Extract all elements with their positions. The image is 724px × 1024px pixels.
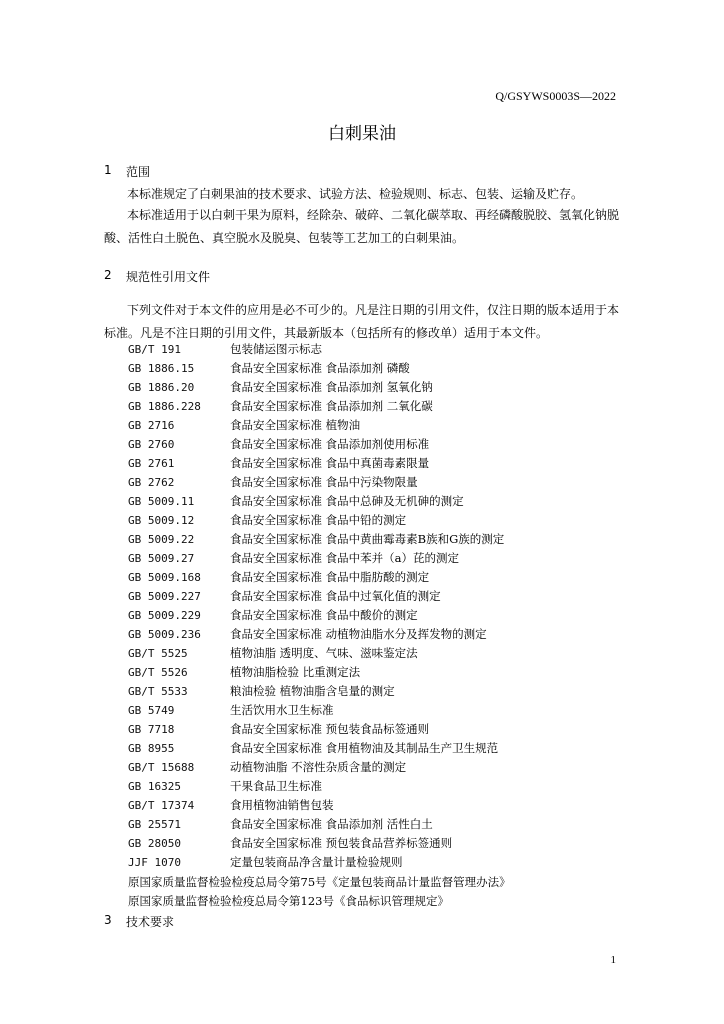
reference-code: GB 8955 bbox=[128, 742, 175, 755]
section-number: 3 bbox=[104, 913, 112, 927]
reference-code: GB 2716 bbox=[128, 419, 175, 432]
reference-item bbox=[128, 778, 322, 794]
reference-item bbox=[128, 493, 464, 509]
reference-item bbox=[128, 816, 433, 832]
regulation-item: 原国家质量监督检验检疫总局令第75号《定量包装商品计量监督管理办法》 bbox=[128, 875, 511, 889]
reference-code: GB/T 15688 bbox=[128, 761, 195, 774]
reference-name: 粮油检验 植物油脂含皂量的测定 bbox=[230, 684, 395, 698]
page-number: 1 bbox=[610, 954, 616, 966]
reference-code: GB 16325 bbox=[128, 780, 181, 793]
reference-name: 食品安全国家标准 食品中脂肪酸的测定 bbox=[230, 570, 430, 584]
reference-item bbox=[128, 379, 433, 395]
reference-code: GB 2761 bbox=[128, 457, 175, 470]
reference-name: 食品安全国家标准 食品添加剂 氢氧化钠 bbox=[230, 380, 433, 394]
reference-item bbox=[128, 588, 441, 604]
reference-code: GB 2762 bbox=[128, 476, 175, 489]
reference-name: 食品安全国家标准 动植物油脂水分及挥发物的测定 bbox=[230, 627, 487, 641]
reference-code: GB 2760 bbox=[128, 438, 175, 451]
reference-name: 食品安全国家标准 预包装食品标签通则 bbox=[230, 722, 430, 736]
reference-name: 生活饮用水卫生标准 bbox=[230, 703, 334, 717]
reference-item bbox=[128, 683, 395, 699]
reference-code: GB/T 191 bbox=[128, 343, 181, 356]
page-title: 白刺果油 bbox=[328, 124, 396, 144]
reference-code: GB/T 5525 bbox=[128, 647, 188, 660]
reference-name: 食品安全国家标准 食品添加剂使用标准 bbox=[230, 437, 430, 451]
reference-item bbox=[128, 550, 459, 566]
reference-item bbox=[128, 721, 429, 737]
reference-item bbox=[128, 797, 334, 813]
reference-code: GB 1886.228 bbox=[128, 400, 201, 413]
scope-paragraph-2: 本标准适用于以白刺干果为原料，经除杂、破碎、二氧化碳萃取、再经磷酸脱胶、氢氧化钠脱酸、活性白土脱色、真空脱水及脱臭、包装等工艺加工的白刺果油。 bbox=[104, 208, 620, 245]
reference-code: GB 5009.229 bbox=[128, 609, 201, 622]
section-title: 规范性引用文件 bbox=[126, 270, 211, 284]
reference-name: 定量包装商品净含量计量检验规则 bbox=[230, 855, 403, 869]
reference-name: 动植物油脂 不溶性杂质含量的测定 bbox=[230, 760, 407, 774]
reference-name: 食品安全国家标准 食品添加剂 活性白土 bbox=[230, 817, 433, 831]
reference-code: GB 5009.11 bbox=[128, 495, 195, 508]
references-intro: 下列文件对于本文件的应用是必不可少的。凡是注日期的引用文件，仅注日期的版本适用于本标准。凡是不注日期的引用文件，其最新版本（包括所有的修改单）适用于本文件。 bbox=[104, 303, 620, 340]
reference-code: GB/T 5533 bbox=[128, 685, 188, 698]
reference-code: JJF 1070 bbox=[128, 856, 181, 869]
scope-paragraph-1: 本标准规定了白刺果油的技术要求、试验方法、检验规则、标志、包装、运输及贮存。 bbox=[127, 187, 584, 201]
reference-name: 植物油脂 透明度、气味、滋味鉴定法 bbox=[230, 646, 418, 660]
reference-name: 食品安全国家标准 食品中苯并（a）芘的测定 bbox=[230, 551, 460, 565]
reference-code: GB 28050 bbox=[128, 837, 181, 850]
reference-name: 食品安全国家标准 食品中污染物限量 bbox=[230, 475, 418, 489]
regulation-item: 原国家质量监督检验检疫总局令第123号《食品标识管理规定》 bbox=[128, 894, 449, 908]
reference-code: GB 1886.15 bbox=[128, 362, 195, 375]
document-number: Q/GSYWS0003S—2022 bbox=[495, 89, 616, 103]
reference-item bbox=[128, 531, 504, 547]
reference-item bbox=[128, 607, 418, 623]
reference-item bbox=[128, 512, 406, 528]
reference-code: GB 5009.12 bbox=[128, 514, 195, 527]
reference-name: 植物油脂检验 比重测定法 bbox=[230, 665, 361, 679]
reference-code: GB 5009.236 bbox=[128, 628, 201, 641]
reference-item bbox=[128, 398, 433, 414]
reference-code: GB 1886.20 bbox=[128, 381, 195, 394]
reference-code: GB/T 5526 bbox=[128, 666, 188, 679]
reference-item bbox=[128, 740, 498, 756]
section-number: 2 bbox=[104, 268, 112, 282]
reference-name: 食用植物油销售包装 bbox=[230, 798, 334, 812]
reference-item bbox=[128, 455, 429, 471]
section-title: 技术要求 bbox=[126, 915, 175, 929]
reference-name: 食品安全国家标准 食品中真菌毒素限量 bbox=[230, 456, 430, 470]
reference-name: 干果食品卫生标准 bbox=[230, 779, 322, 793]
reference-name: 食品安全国家标准 食品中酸价的测定 bbox=[230, 608, 418, 622]
reference-item bbox=[128, 702, 334, 718]
reference-item bbox=[128, 664, 360, 680]
reference-name: 食品安全国家标准 食品中黄曲霉毒素B族和G族的测定 bbox=[230, 532, 505, 546]
reference-name: 食品安全国家标准 食品中过氧化值的测定 bbox=[230, 589, 441, 603]
reference-name: 食品安全国家标准 植物油 bbox=[230, 418, 361, 432]
reference-item bbox=[128, 569, 429, 585]
reference-code: GB 5009.168 bbox=[128, 571, 201, 584]
section-number: 1 bbox=[104, 163, 112, 177]
reference-item bbox=[128, 474, 418, 490]
reference-code: GB 25571 bbox=[128, 818, 181, 831]
section-title: 范围 bbox=[126, 165, 151, 179]
reference-name: 食品安全国家标准 食用植物油及其制品生产卫生规范 bbox=[230, 741, 499, 755]
reference-name: 食品安全国家标准 食品中总砷及无机砷的测定 bbox=[230, 494, 464, 508]
reference-item bbox=[128, 645, 418, 661]
reference-name: 食品安全国家标准 食品添加剂 磷酸 bbox=[230, 361, 410, 375]
reference-item bbox=[128, 436, 429, 452]
reference-code: GB 7718 bbox=[128, 723, 175, 736]
reference-name: 食品安全国家标准 食品中铅的测定 bbox=[230, 513, 407, 527]
reference-code: GB/T 17374 bbox=[128, 799, 195, 812]
reference-name: 包装储运图示标志 bbox=[230, 342, 322, 356]
reference-code: GB 5009.227 bbox=[128, 590, 201, 603]
reference-code: GB 5749 bbox=[128, 704, 175, 717]
reference-item bbox=[128, 360, 410, 376]
reference-item bbox=[128, 835, 452, 851]
reference-item bbox=[128, 417, 360, 433]
reference-item bbox=[128, 854, 403, 870]
reference-item bbox=[128, 341, 322, 357]
reference-name: 食品安全国家标准 预包装食品营养标签通则 bbox=[230, 836, 453, 850]
reference-name: 食品安全国家标准 食品添加剂 二氧化碳 bbox=[230, 399, 433, 413]
reference-item bbox=[128, 626, 487, 642]
reference-code: GB 5009.27 bbox=[128, 552, 195, 565]
reference-item bbox=[128, 759, 406, 775]
reference-code: GB 5009.22 bbox=[128, 533, 195, 546]
